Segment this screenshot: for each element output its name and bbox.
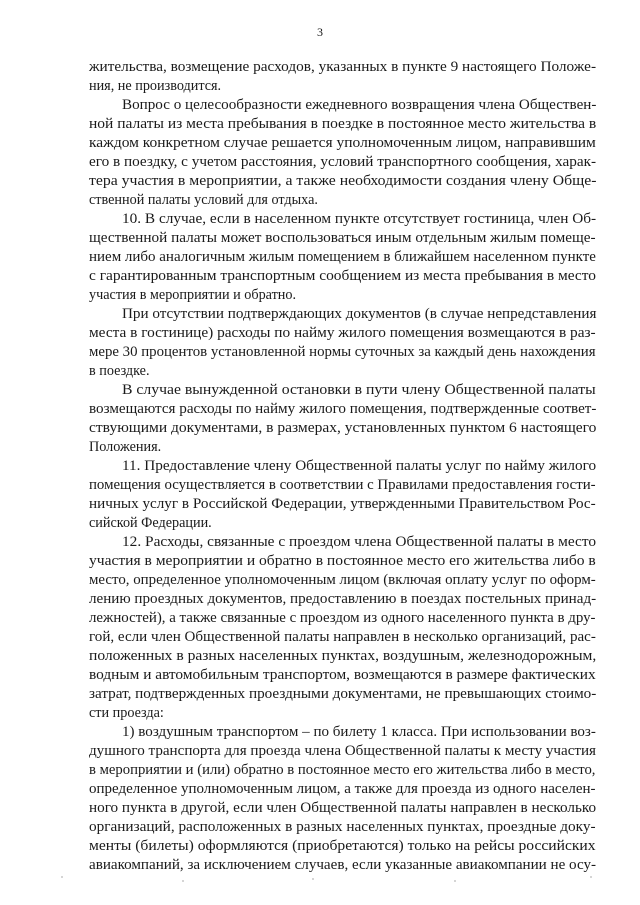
text-line: лению проездных документов, предоставлению в поездах постельных принад- [89,591,597,607]
text-line: ственной палаты условий для отдыха. [89,192,318,208]
text-line: сийской Федерации. [89,515,212,531]
text-line: возмещаются расходы по найму жилого помещения, подтвержденные соответ- [89,401,597,417]
scan-speck [590,876,592,878]
text-line: затрат, подтвержденных проездными документами, не превышающих стоимо- [89,686,597,702]
text-line: места в гостинице) расходы по найму жилого помещения возмещаются в раз- [89,325,596,341]
text-line: место, определенное уполномоченным лицом (включая оплату услуг по оформ- [89,572,596,588]
text-line: гой, если член Общественной палаты направлен в несколько организаций, рас- [89,629,596,645]
text-line: водным и автомобильным транспортом, возмещаются в размере фактических [89,667,596,683]
scan-speck [182,880,184,882]
text-line: душного транспорта для проезда члена Общественной палаты к месту участия [89,743,596,759]
text-line: 11. Предоставление члену Общественной палаты услуг по найму жилого [122,458,597,474]
scan-speck [312,878,314,880]
text-line: ничных услуг в Российской Федерации, утвержденными Правительством Рос- [89,496,596,512]
text-line: мере 30 процентов установленной нормы суточных за каждый день нахождения [89,344,596,360]
text-line: его в поездку, с учетом расстояния, условий транспортного сообщения, харак- [89,154,597,170]
text-line: 12. Расходы, связанные с проездом члена Общественной палаты в место [122,534,597,550]
text-line: участия в мероприятии и обратно в постоянное место его жительства либо в [89,553,596,569]
text-line: в поездке. [89,363,150,379]
text-line: жительства, возмещение расходов, указанных в пункте 9 настоящего Положе- [89,59,597,75]
text-line: ного пункта в другой, если член Общественной палаты направлен в несколько [89,800,597,816]
text-line: Положения. [89,439,162,455]
text-line: нием либо аналогичным жилым помещением в ближайшем населенном пункте [89,249,596,265]
text-line: положенных в разных населенных пунктах, воздушным, железнодорожным, [89,648,597,664]
text-line: в мероприятии и (или) обратно в постоянное место его жительства либо в место, [89,762,596,778]
text-line: лежностей), а также связанные с проездом из одного населенного пункта в дру- [89,610,596,626]
text-line: В случае вынужденной остановки в пути члену Общественной палаты [122,382,596,398]
scan-speck [61,876,63,878]
text-line: менты (билеты) оформляются (приобретаются) только на рейсы российских [89,838,596,854]
text-line: сти проезда: [89,705,164,721]
text-line: щественной палаты может воспользоваться иным отдельным жилым помеще- [89,230,596,246]
scan-speck [454,880,456,882]
text-line: 1) воздушным транспортом – по билету 1 класса. При использовании воз- [122,724,596,740]
text-line: тера участия в мероприятии, а также необходимости создания члену Обще- [89,173,597,189]
text-line: с гарантированным транспортным сообщением из места пребывания в место [89,268,596,284]
page-number: 3 [317,25,323,39]
text-line: ной палаты из места пребывания в поездке в постоянное место жительства в [89,116,597,132]
text-line: Вопрос о целесообразности ежедневного возвращения члена Обществен- [122,97,597,113]
text-line: ствующими документами, в размерах, установленных пунктом 6 настоящего [89,420,597,436]
text-line: 10. В случае, если в населенном пункте отсутствует гостиница, член Об- [122,211,597,227]
text-line: При отсутствии подтверждающих документов (в случае непредставления [122,306,597,322]
text-line: организаций, расположенных в разных населенных пунктах, проездные доку- [89,819,596,835]
text-line: определенное уполномоченным лицом, а также для проезда из одного населен- [89,781,596,797]
text-line: участия в мероприятии и обратно. [89,287,297,303]
text-line: каждом конкретном случае решается уполномоченным лицом, направившим [89,135,596,151]
text-line: помещения осуществляется в соответствии с Правилами предоставления гости- [89,477,596,493]
text-line: ния, не производится. [89,78,222,94]
text-line: авиакомпаний, за исключением случаев, если указанные авиакомпании не осу- [89,857,597,873]
